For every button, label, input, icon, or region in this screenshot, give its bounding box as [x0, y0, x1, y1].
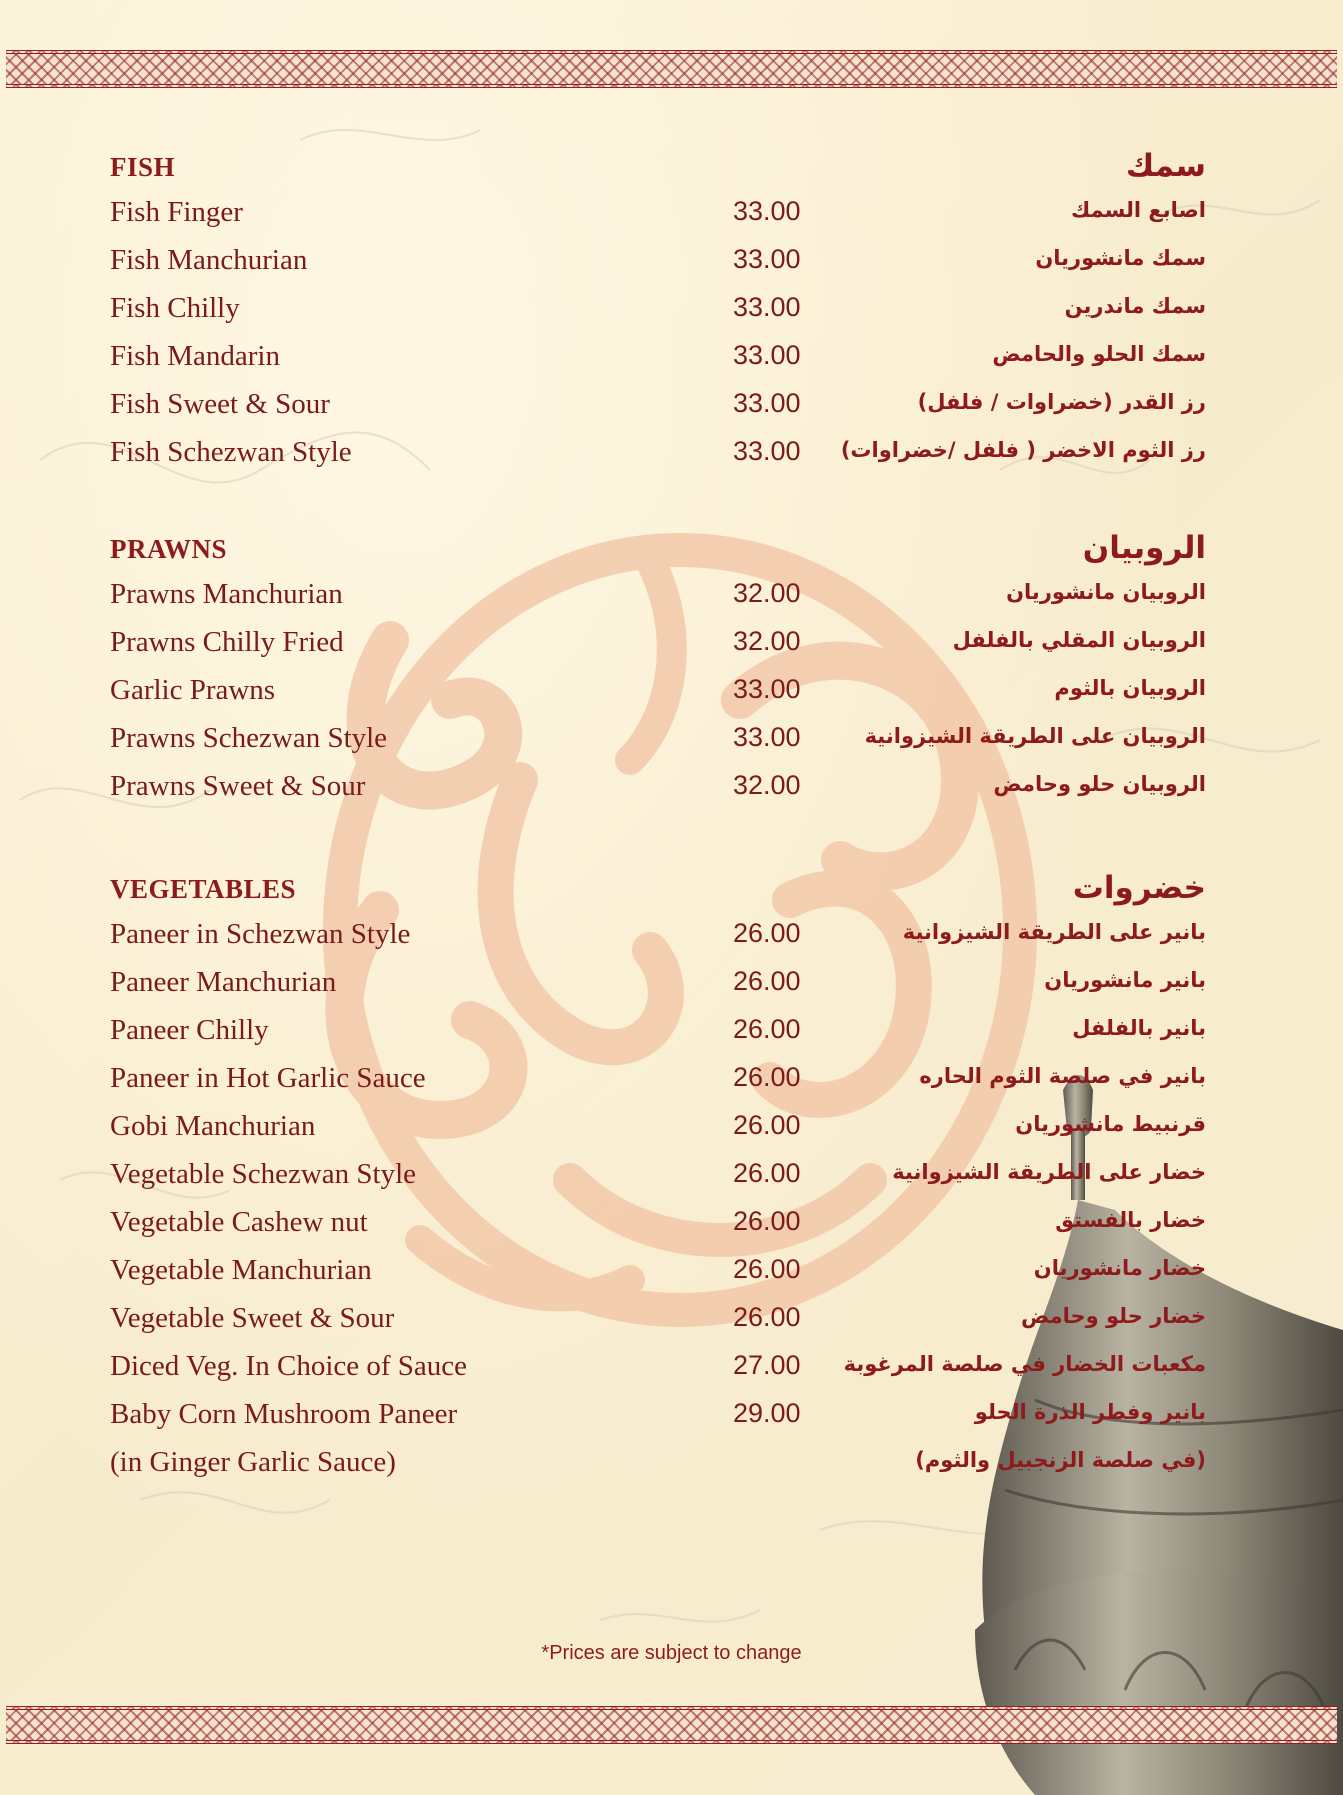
- dish-name-en: Fish Manchurian: [110, 244, 308, 276]
- section-title-en: PRAWNS: [110, 534, 228, 564]
- menu-item-row: [0, 1014, 1343, 1062]
- dish-name-ar: قرنبيط مانشوريان: [1015, 1112, 1206, 1136]
- dish-name-en: Garlic Prawns: [110, 674, 276, 706]
- menu-item-row: [0, 244, 1343, 292]
- dish-name-ar: بانير مانشوريان: [1044, 968, 1206, 992]
- menu-item-row: [0, 722, 1343, 770]
- section-title-ar: سمك: [1125, 148, 1206, 184]
- dish-name-en: Paneer Chilly: [110, 1014, 269, 1046]
- dish-name-en: Vegetable Manchurian: [110, 1254, 372, 1286]
- menu-item-row: [0, 1398, 1343, 1446]
- menu-item-row: [0, 1350, 1343, 1398]
- dish-name-en: Prawns Schezwan Style: [110, 722, 388, 754]
- dish-price: 33.00: [733, 292, 801, 322]
- dish-name-en: Prawns Manchurian: [110, 578, 343, 610]
- menu-item-row: [0, 1254, 1343, 1302]
- dish-name-en: Fish Sweet & Sour: [110, 388, 330, 420]
- dish-name-ar: (في صلصة الزنجبيل والثوم): [915, 1448, 1206, 1472]
- menu-item-row: [0, 674, 1343, 722]
- dish-name-en: Fish Chilly: [110, 292, 240, 324]
- section-title-en: VEGETABLES: [110, 874, 297, 904]
- dish-name-ar: الروبيان على الطريقة الشيزوانية: [864, 724, 1206, 748]
- menu-item-row: [0, 1302, 1343, 1350]
- menu-item-row: [0, 388, 1343, 436]
- menu-item-row: [0, 918, 1343, 966]
- dish-price: 32.00: [733, 578, 801, 608]
- dish-price: 33.00: [733, 674, 801, 704]
- dish-name-ar: خضار حلو وحامض: [1020, 1304, 1206, 1328]
- dish-price: 27.00: [733, 1350, 801, 1380]
- dish-name-ar: الروبيان حلو وحامض: [993, 772, 1206, 796]
- dish-price: 33.00: [733, 388, 801, 418]
- menu-item-row: [0, 770, 1343, 818]
- dish-name-ar: سمك ماندرين: [1064, 294, 1206, 318]
- dish-name-ar: اصابع السمك: [1070, 198, 1206, 222]
- dish-price: 29.00: [733, 1398, 801, 1428]
- menu-item-row: [0, 436, 1343, 484]
- dish-price: 26.00: [733, 1110, 801, 1140]
- dish-price: 26.00: [733, 918, 801, 948]
- dish-name-ar: مكعبات الخضار في صلصة المرغوبة: [843, 1352, 1206, 1376]
- section-title-ar: الروبيان: [1082, 530, 1206, 566]
- dish-name-ar: رز الثوم الاخضر ( فلفل /خضراوات): [840, 438, 1206, 462]
- dish-price: 26.00: [733, 1302, 801, 1332]
- menu-item-row: [0, 626, 1343, 674]
- menu-item-row: [0, 578, 1343, 626]
- dish-price: 33.00: [733, 244, 801, 274]
- prices-disclaimer: *Prices are subject to change: [541, 1642, 802, 1664]
- dish-name-en: Fish Schezwan Style: [110, 436, 352, 468]
- dish-name-en: Baby Corn Mushroom Paneer: [110, 1398, 458, 1430]
- dish-price: 26.00: [733, 1014, 801, 1044]
- menu-item-row: [0, 1110, 1343, 1158]
- dish-name-ar: خضار على الطريقة الشيزوانية: [892, 1160, 1206, 1184]
- dish-price: 33.00: [733, 722, 801, 752]
- menu-item-row: [0, 1446, 1343, 1494]
- menu-item-row: [0, 196, 1343, 244]
- menu-item-row: [0, 1206, 1343, 1254]
- dish-name-ar: سمك الحلو والحامض: [992, 342, 1206, 366]
- menu-item-row: [0, 966, 1343, 1014]
- dish-price: 26.00: [733, 1062, 801, 1092]
- dish-price: 26.00: [733, 1206, 801, 1236]
- menu-item-row: [0, 340, 1343, 388]
- dish-name-ar: خضار مانشوريان: [1033, 1256, 1206, 1280]
- dish-price: 32.00: [733, 626, 801, 656]
- dish-name-en: Fish Mandarin: [110, 340, 280, 372]
- dish-name-en: Gobi Manchurian: [110, 1110, 316, 1142]
- dish-price: 33.00: [733, 196, 801, 226]
- dish-name-en: Prawns Sweet & Sour: [110, 770, 366, 802]
- dish-name-ar: سمك مانشوريان: [1035, 246, 1206, 270]
- dish-name-en: Diced Veg. In Choice of Sauce: [110, 1350, 468, 1382]
- dish-price: 26.00: [733, 1254, 801, 1284]
- menu-item-row: [0, 1158, 1343, 1206]
- dish-name-en: Paneer in Schezwan Style: [110, 918, 411, 950]
- dish-name-en: Paneer in Hot Garlic Sauce: [110, 1062, 426, 1094]
- dish-name-en: Fish Finger: [110, 196, 243, 228]
- dish-name-ar: الروبيان مانشوريان: [1006, 580, 1206, 604]
- dish-name-en: Vegetable Schezwan Style: [110, 1158, 417, 1190]
- dish-name-en: Prawns Chilly Fried: [110, 626, 344, 658]
- dish-name-en: Vegetable Cashew nut: [110, 1206, 368, 1238]
- dish-name-ar: الروبيان بالثوم: [1054, 676, 1206, 700]
- dish-price: 32.00: [733, 770, 801, 800]
- dish-name-ar: بانير في صلصة الثوم الحاره: [919, 1064, 1206, 1088]
- section-title-ar: خضروات: [1072, 870, 1206, 906]
- dish-price: 33.00: [733, 340, 801, 370]
- bottom-ornamental-border: [6, 1706, 1337, 1744]
- dish-name-ar: بانير وفطر الذرة الحلو: [974, 1400, 1206, 1424]
- dish-name-en: Paneer Manchurian: [110, 966, 337, 998]
- dish-name-en: Vegetable Sweet & Sour: [110, 1302, 395, 1334]
- dish-name-ar: بانير بالفلفل: [1072, 1016, 1206, 1040]
- dish-name-ar: رز القدر (خضراوات / فلفل): [917, 390, 1206, 414]
- menu-item-row: [0, 292, 1343, 340]
- dish-price: 26.00: [733, 966, 801, 996]
- section-title-en: FISH: [110, 152, 176, 182]
- dish-price: 26.00: [733, 1158, 801, 1188]
- dish-price: 33.00: [733, 436, 801, 466]
- top-ornamental-border: [6, 50, 1337, 88]
- dish-name-en: (in Ginger Garlic Sauce): [110, 1446, 396, 1478]
- menu-item-row: [0, 1062, 1343, 1110]
- dish-name-ar: بانير على الطريقة الشيزوانية: [902, 920, 1206, 944]
- dish-name-ar: خضار بالفستق: [1055, 1208, 1206, 1232]
- dish-name-ar: الروبيان المقلي بالفلفل: [952, 628, 1206, 652]
